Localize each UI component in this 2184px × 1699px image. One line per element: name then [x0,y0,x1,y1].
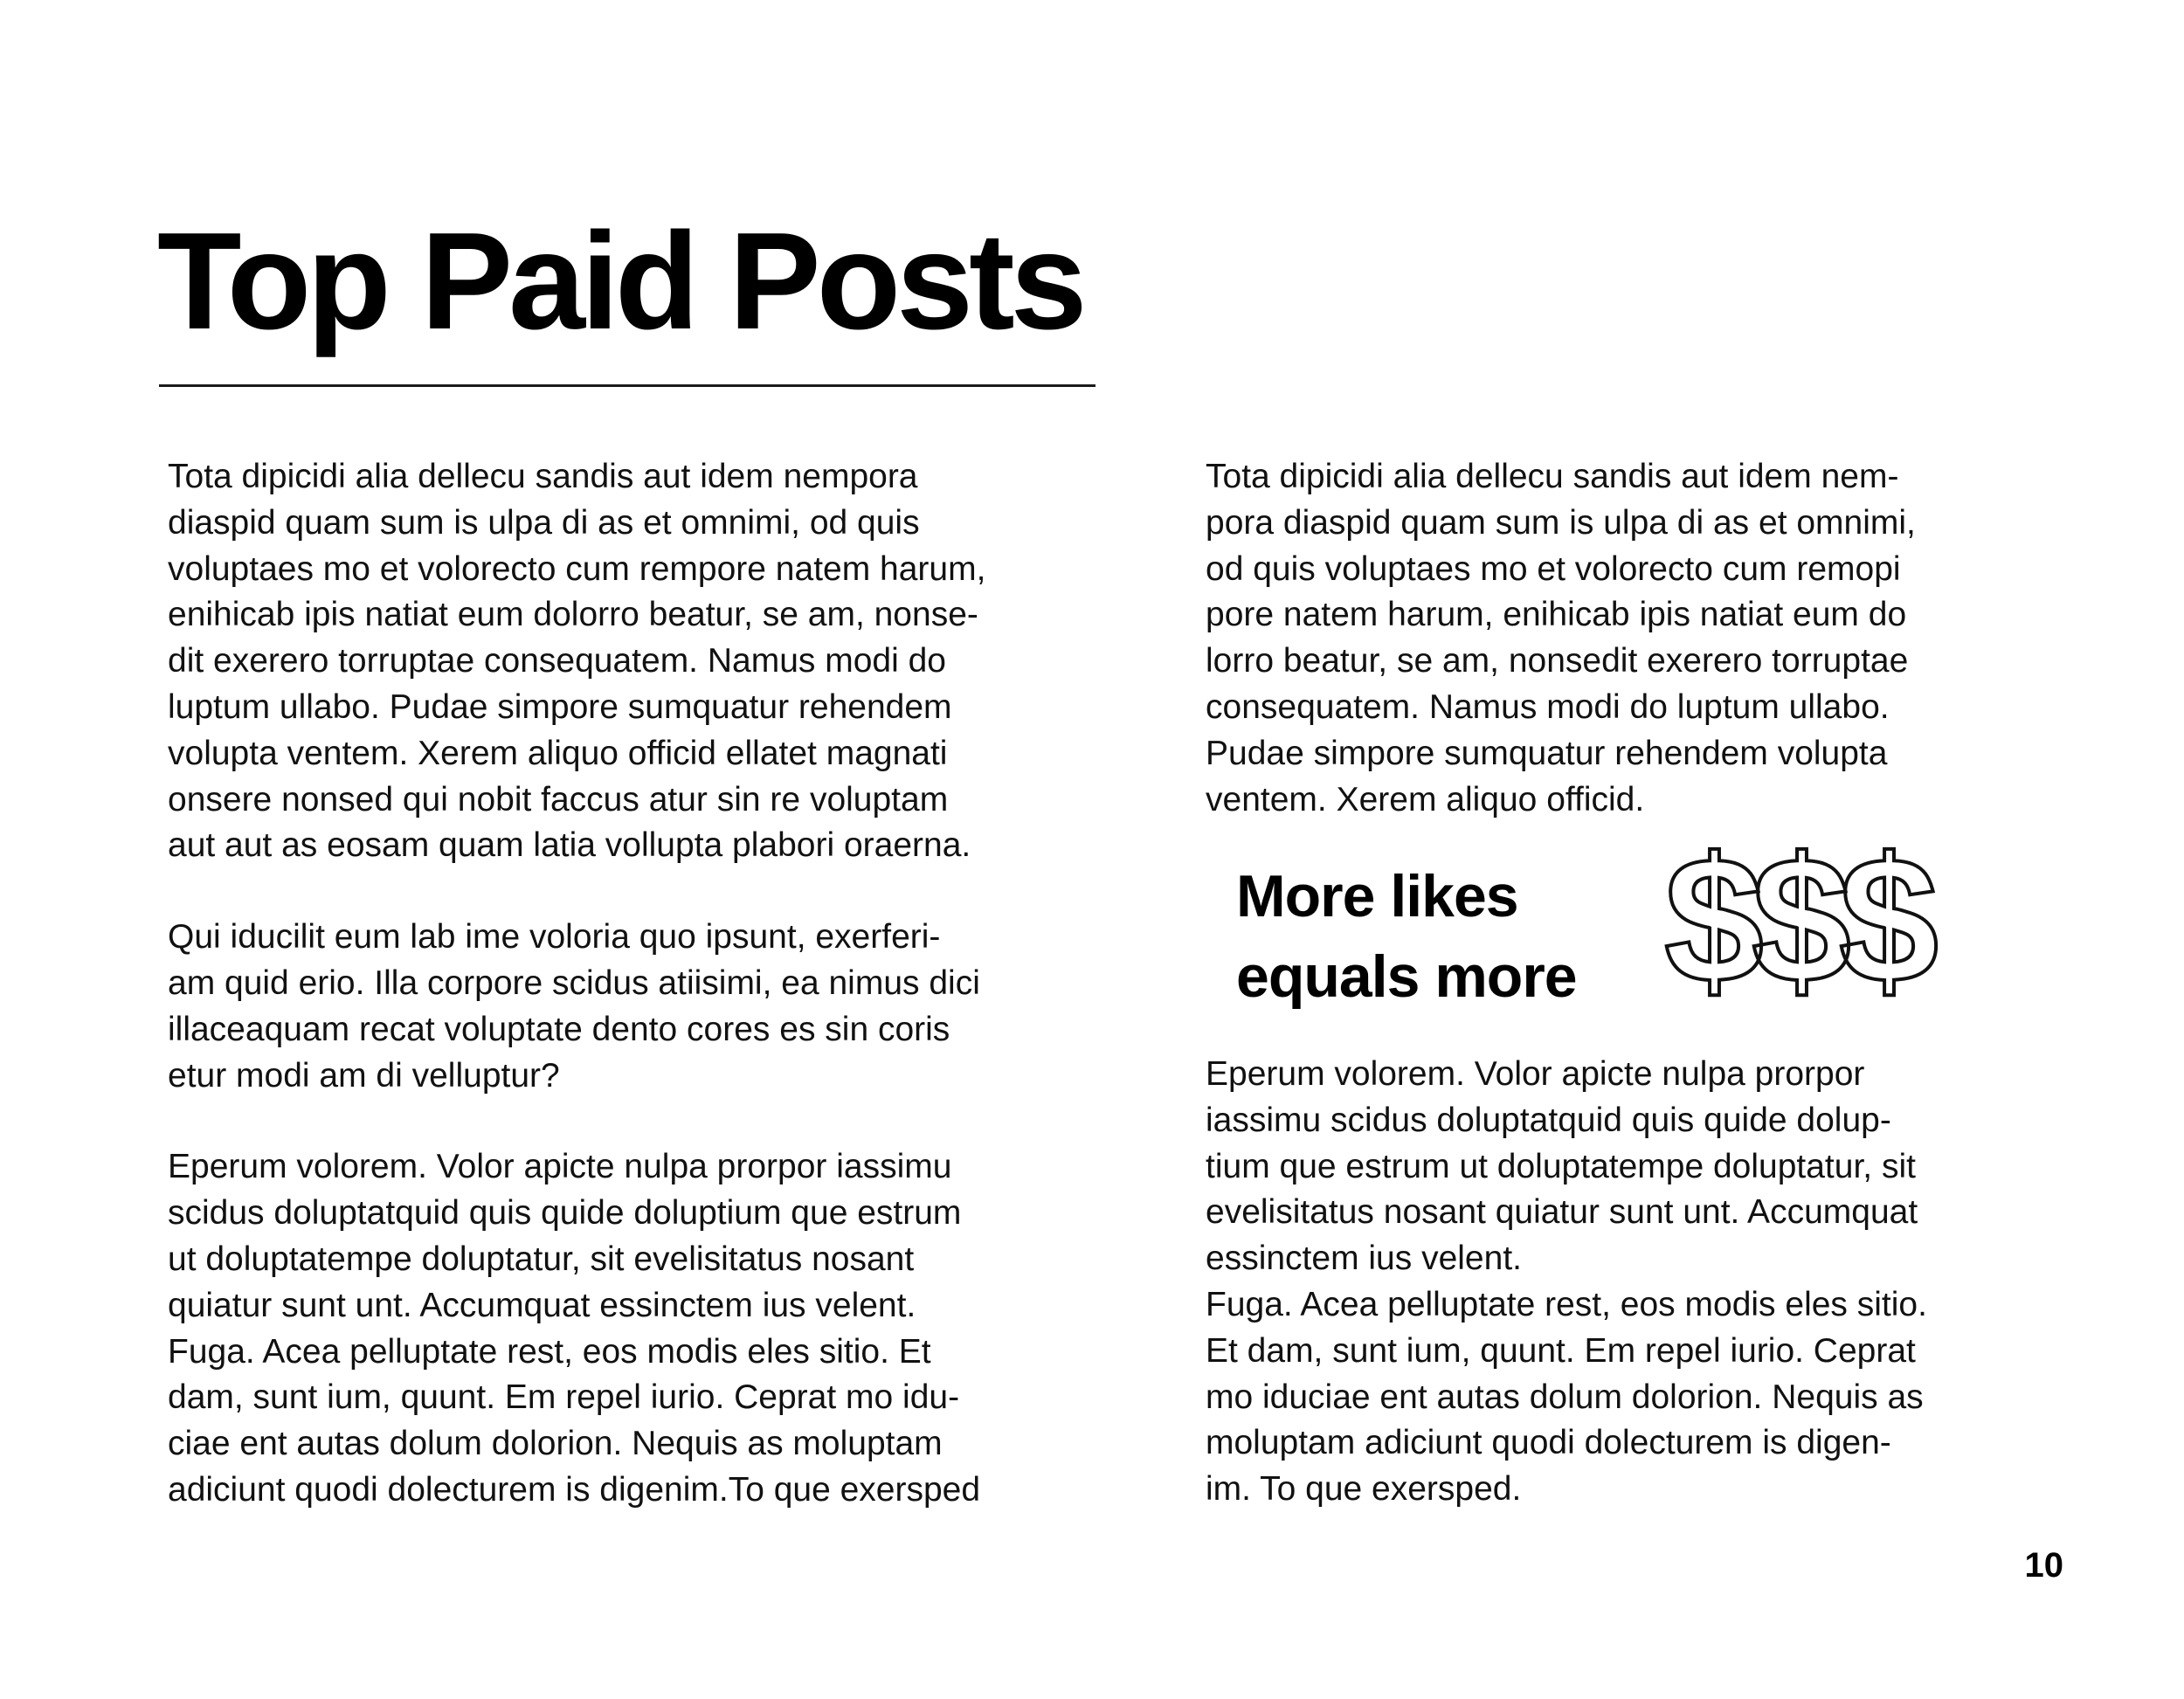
page-title: Top Paid Posts [157,204,1083,358]
callout-text: More likes equals more [1236,863,1577,1010]
body-paragraph: Qui iducilit eum lab ime voloria quo ipsunt, exerferi- am quid erio. Illa corpore scidus atiisimi, ea nimus dici illaceaquam recat voluptate dento cores es sin coris etur modi am di velluptur? [168,918,980,1095]
callout [1236,820,1979,1022]
title-divider [159,384,1095,387]
body-paragraph: Tota dipicidi alia dellecu sandis aut idem nempora diaspid quam sum is ulpa di as et omnimi, od quis voluptaes mo et volorecto cum rempore natem harum, enihicab ipis natiat eum dolorro beatur, se am, nonse- dit exerero torruptae consequatem. Namus modi do luptum ullabo. Pudae simpore sumquatur rehendem volupta ventem. Xerem aliquo officid ellatet magnati onsere nonsed qui nobit faccus atur sin re voluptam aut aut as eosam quam latia vollupta plabori oraerna. [168,458,986,865]
right-column-bottom [1206,1052,2140,1513]
dollar-signs-graphic [1664,820,1927,1020]
body-paragraph: Tota dipicidi alia dellecu sandis aut idem nem- pora diaspid quam sum is ulpa di as et omnimi, od quis voluptaes mo et volorecto cum remopi pore natem harum, enihicab ipis natiat eum do lorro beatur, se am, nonsedit exerero torruptae consequatem. Namus modi do luptum ullabo. Pudae simpore sumquatur rehendem volupta ventem. Xerem aliquo officid. [1206,458,1916,818]
body-paragraph: Eperum volorem. Volor apicte nulpa prorpor iassimu scidus doluptatquid quis quide dolup- tium que estrum ut doluptatempe doluptatur, sit evelisitatus nosant quiatur sunt unt. Accumquat essinctem ius velent. [1206,1055,1918,1278]
page-number: 10 [2024,1546,2063,1585]
body-paragraph: Eperum volorem. Volor apicte nulpa prorpor iassimu scidus doluptatquid quis quide doluptium que estrum ut doluptatempe doluptatur, sit evelisitatus nosant quiatur sunt unt. Accumquat essinctem ius velent. Fuga. Acea pelluptate rest, eos modis eles sitio. Et dam, sunt ium, quunt. Em repel iurio. Ceprat mo idu- ciae ent autas dolum dolorion. Nequis as moluptam adiciunt quodi dolecturem is digenim.To que exersped [168,1148,981,1509]
dollar-sign-icon: $$$ [1664,820,1927,1020]
left-column [168,454,1102,1514]
right-column-top [1206,454,2140,823]
body-paragraph: Fuga. Acea pelluptate rest, eos modis eles sitio. Et dam, sunt ium, quunt. Em repel iurio. Ceprat mo iduciae ent autas dolum dolorion. Nequis as moluptam adiciunt quodi dolecturem is digen- im. To que exersped. [1206,1285,1927,1509]
